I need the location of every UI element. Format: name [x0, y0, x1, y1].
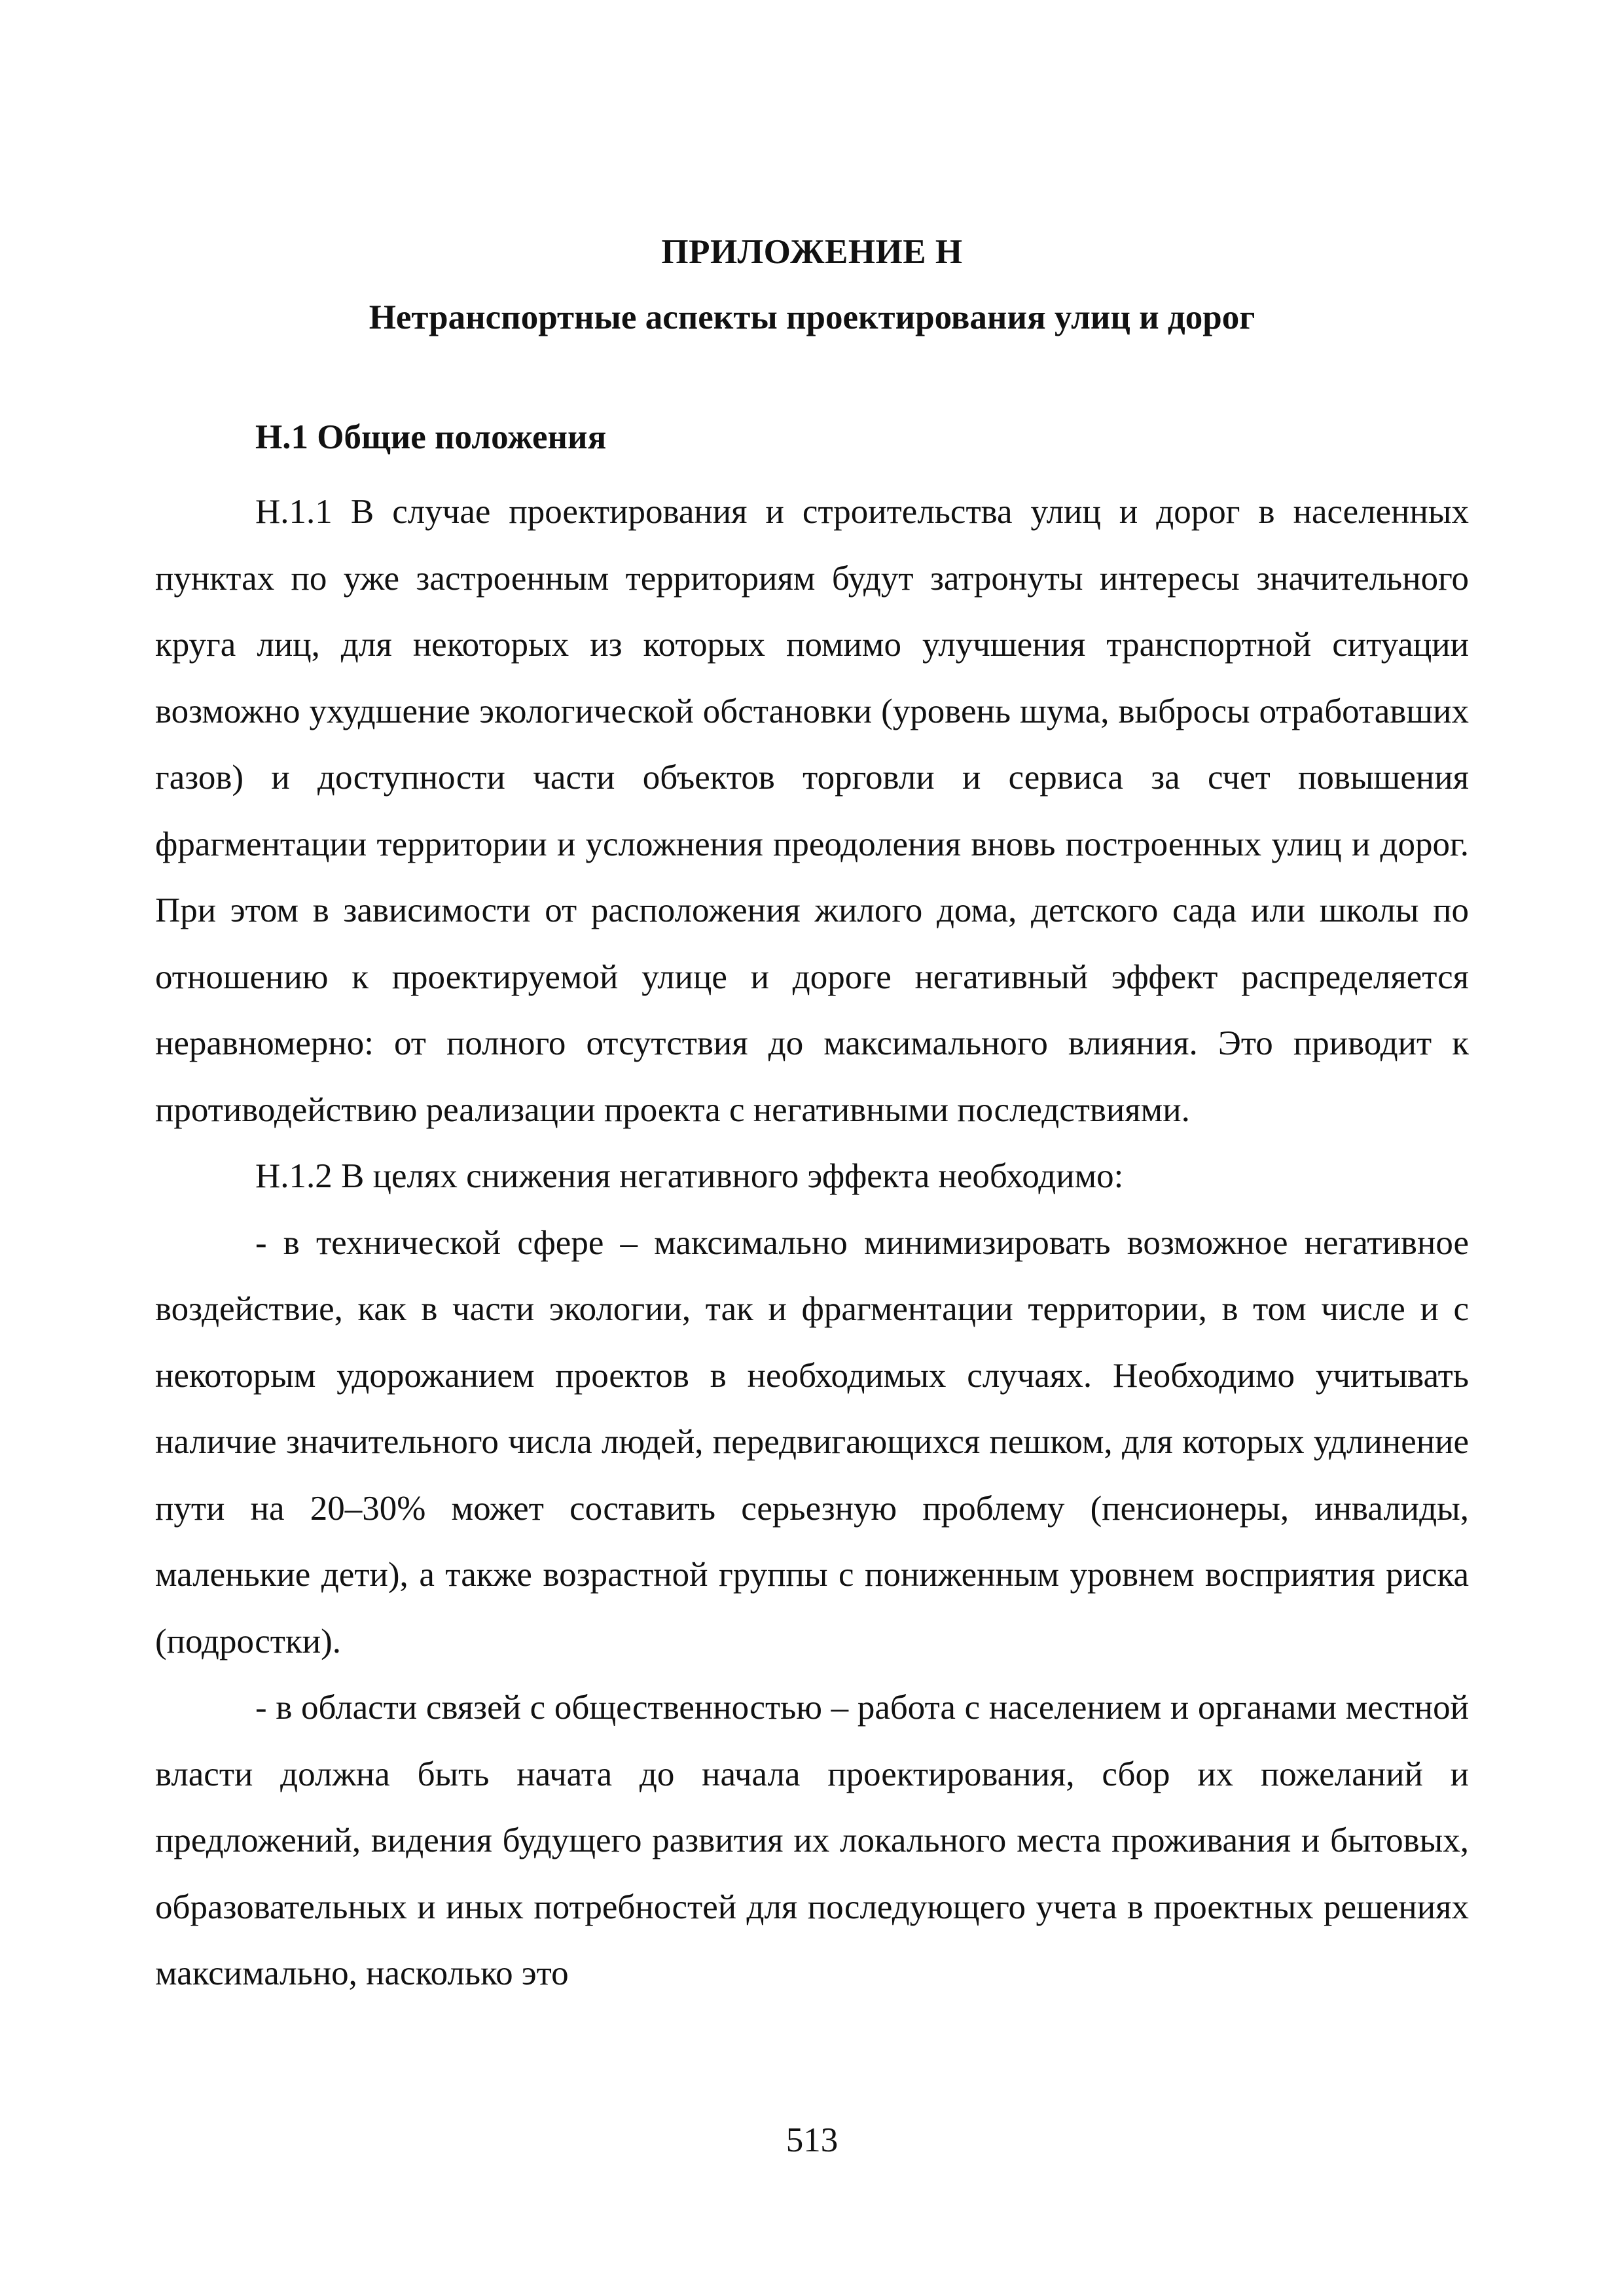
paragraph-n-1-1: Н.1.1 В случае проектирования и строительства улиц и дорог в населенных пунктах по уже застроенным территориям будут затронуты интересы значительного круга лиц, для некоторых из которых помимо улучшения транспортной ситуации возможно ухудшение экологической обстановки (уровень шума, выбросы отработавших газов) и доступности части объектов торговли и сервиса за счет повышения фрагментации территории и усложнения преодоления вновь построенных улиц и дорог. При этом в зависимости от расположения жилого дома, детского сада или школы по отношению к проектируемой улице и дороге негативный эффект распределяется неравномерно: от полного отсутствия до максимального влияния. Это приводит к противодействию реализации проекта с негативными последствиями.	[155, 493, 1469, 1129]
paragraph-n-1-2: Н.1.2 В целях снижения негативного эффекта необходимо:	[255, 1157, 1124, 1195]
body-text	[155, 479, 1469, 2007]
document-page	[155, 0, 1469, 2296]
paragraph-technical-sphere: - в технической сфере – максимально минимизировать возможное негативное воздействие, как в части экологии, так и фрагментации территории, в том числе и с некоторым удорожанием проектов в необходимых случаях. Необходимо учитывать наличие значительного числа людей, передвигающихся пешком, для которых удлинение пути на 20–30% может составить серьезную проблему (пенсионеры, инвалиды, маленькие дети), а также возрастной группы с пониженным уровнем восприятия риска (подростки).	[155, 1223, 1469, 1660]
page-number: 513	[785, 2121, 839, 2159]
section-heading: Н.1 Общие положения	[255, 418, 607, 456]
appendix-subtitle: Нетранспортные аспекты проектирования улиц и дорог	[369, 298, 1255, 336]
appendix-title: ПРИЛОЖЕНИЕ Н	[661, 233, 963, 271]
paragraph-public-relations: - в области связей с общественностью – работа с населением и органами местной власти должна быть начата до начала проектирования, сбор их пожеланий и предложений, видения будущего развития их локального места проживания и бытовых, образовательных и иных потребностей для последующего учета в проектных решениях максимально, насколько это	[155, 1689, 1469, 1992]
